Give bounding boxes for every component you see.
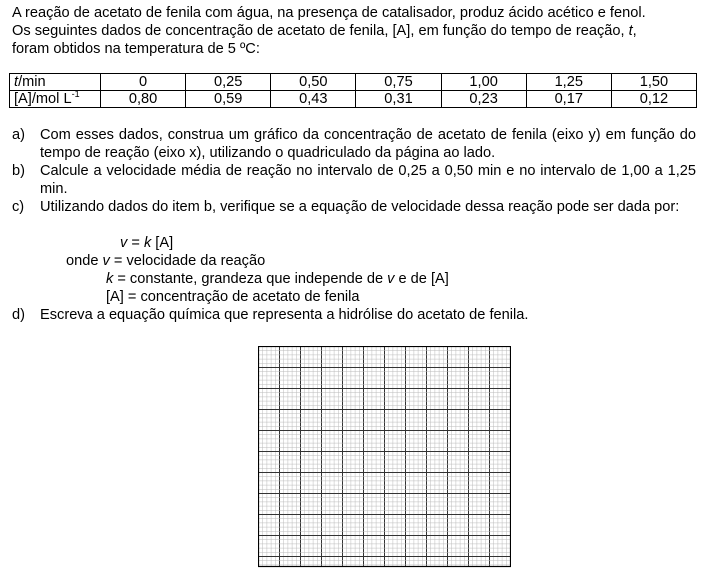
table-cell: 0,12 xyxy=(611,91,696,108)
table-header-concentration xyxy=(10,91,101,108)
table-cell: 0,75 xyxy=(356,74,441,91)
def-var-k: k xyxy=(106,271,114,287)
def-v-text: = velocidade da reação xyxy=(109,253,266,269)
question-c-label: c) xyxy=(12,199,25,215)
question-d-label: d) xyxy=(12,307,25,323)
table-cell: 1,50 xyxy=(611,74,696,91)
question-d-text: Escreva a equação química que representa a hidrólise do acetato de fenila. xyxy=(40,307,529,323)
def-k-var-v: v xyxy=(387,271,395,287)
question-b-text: Calcule a velocidade média de reação no intervalo de 0,25 a 0,50 min e no intervalo de 1,00 a 1,25 min. xyxy=(40,163,696,197)
question-a-label: a) xyxy=(12,127,25,143)
table-header-time xyxy=(10,74,101,91)
table-cell: 0,80 xyxy=(101,91,186,108)
intro-line-2-text: Os seguintes dados de concentração de acetato de fenila, [A], em função do tempo de reação, xyxy=(12,23,629,39)
header-unit-min: /min xyxy=(18,74,46,90)
question-b xyxy=(12,162,696,198)
table-cell: 0,23 xyxy=(441,91,526,108)
table-cell: 0,43 xyxy=(271,91,356,108)
eq-var-k: k xyxy=(143,235,152,251)
intro-line-3: foram obtidos na temperatura de 5 ºC: xyxy=(12,41,260,57)
def-a: [A] = concentração de acetato de fenila xyxy=(106,289,360,305)
table-row-concentration xyxy=(10,91,697,108)
table-cell: 0,50 xyxy=(271,74,356,91)
table-cell: 1,25 xyxy=(526,74,611,91)
question-d xyxy=(12,306,696,324)
question-c-text: Utilizando dados do item b, verifique se a equação de velocidade dessa reação pode ser dada por: xyxy=(40,199,680,215)
table-cell: 0,17 xyxy=(526,91,611,108)
eq-equals: = xyxy=(127,235,144,251)
def-k xyxy=(106,270,449,288)
intro-paragraph xyxy=(12,4,692,58)
graph-paper-grid xyxy=(258,346,511,568)
table-cell: 0,59 xyxy=(186,91,271,108)
def-v xyxy=(66,252,265,270)
def-k-text: = constante, grandeza que independe de xyxy=(113,271,388,287)
eq-conc: [A] xyxy=(151,235,174,251)
question-a xyxy=(12,126,696,162)
question-a-text: Com esses dados, construa um gráfico da concentração de acetato de fenila (eixo y) em função do tempo de reação (eixo x), utilizando o quadriculado da página ao lado. xyxy=(40,127,696,161)
eq-var-v: v xyxy=(120,235,128,251)
intro-var-t: t xyxy=(628,23,633,39)
def-var-v: v xyxy=(102,253,110,269)
def-onde: onde xyxy=(66,253,103,269)
table-row-time xyxy=(10,74,697,91)
table-cell: 0,31 xyxy=(356,91,441,108)
table-cell: 1,00 xyxy=(441,74,526,91)
data-table xyxy=(9,73,697,108)
def-k-end: e de [A] xyxy=(394,271,449,287)
table-cell: 0 xyxy=(101,74,186,91)
table-cell: 0,25 xyxy=(186,74,271,91)
intro-line-2-end: , xyxy=(632,23,637,39)
intro-line-1: A reação de acetato de fenila com água, na presença de catalisador, produz ácido acético e fenol. xyxy=(12,5,646,21)
header-conc-exp: -1 xyxy=(71,89,80,99)
intro-line-2 xyxy=(12,22,692,40)
question-c xyxy=(12,198,696,216)
header-conc-text: [A]/mol L xyxy=(14,91,72,107)
question-b-label: b) xyxy=(12,163,25,179)
header-var-t: t xyxy=(14,74,19,90)
rate-equation xyxy=(120,234,173,252)
